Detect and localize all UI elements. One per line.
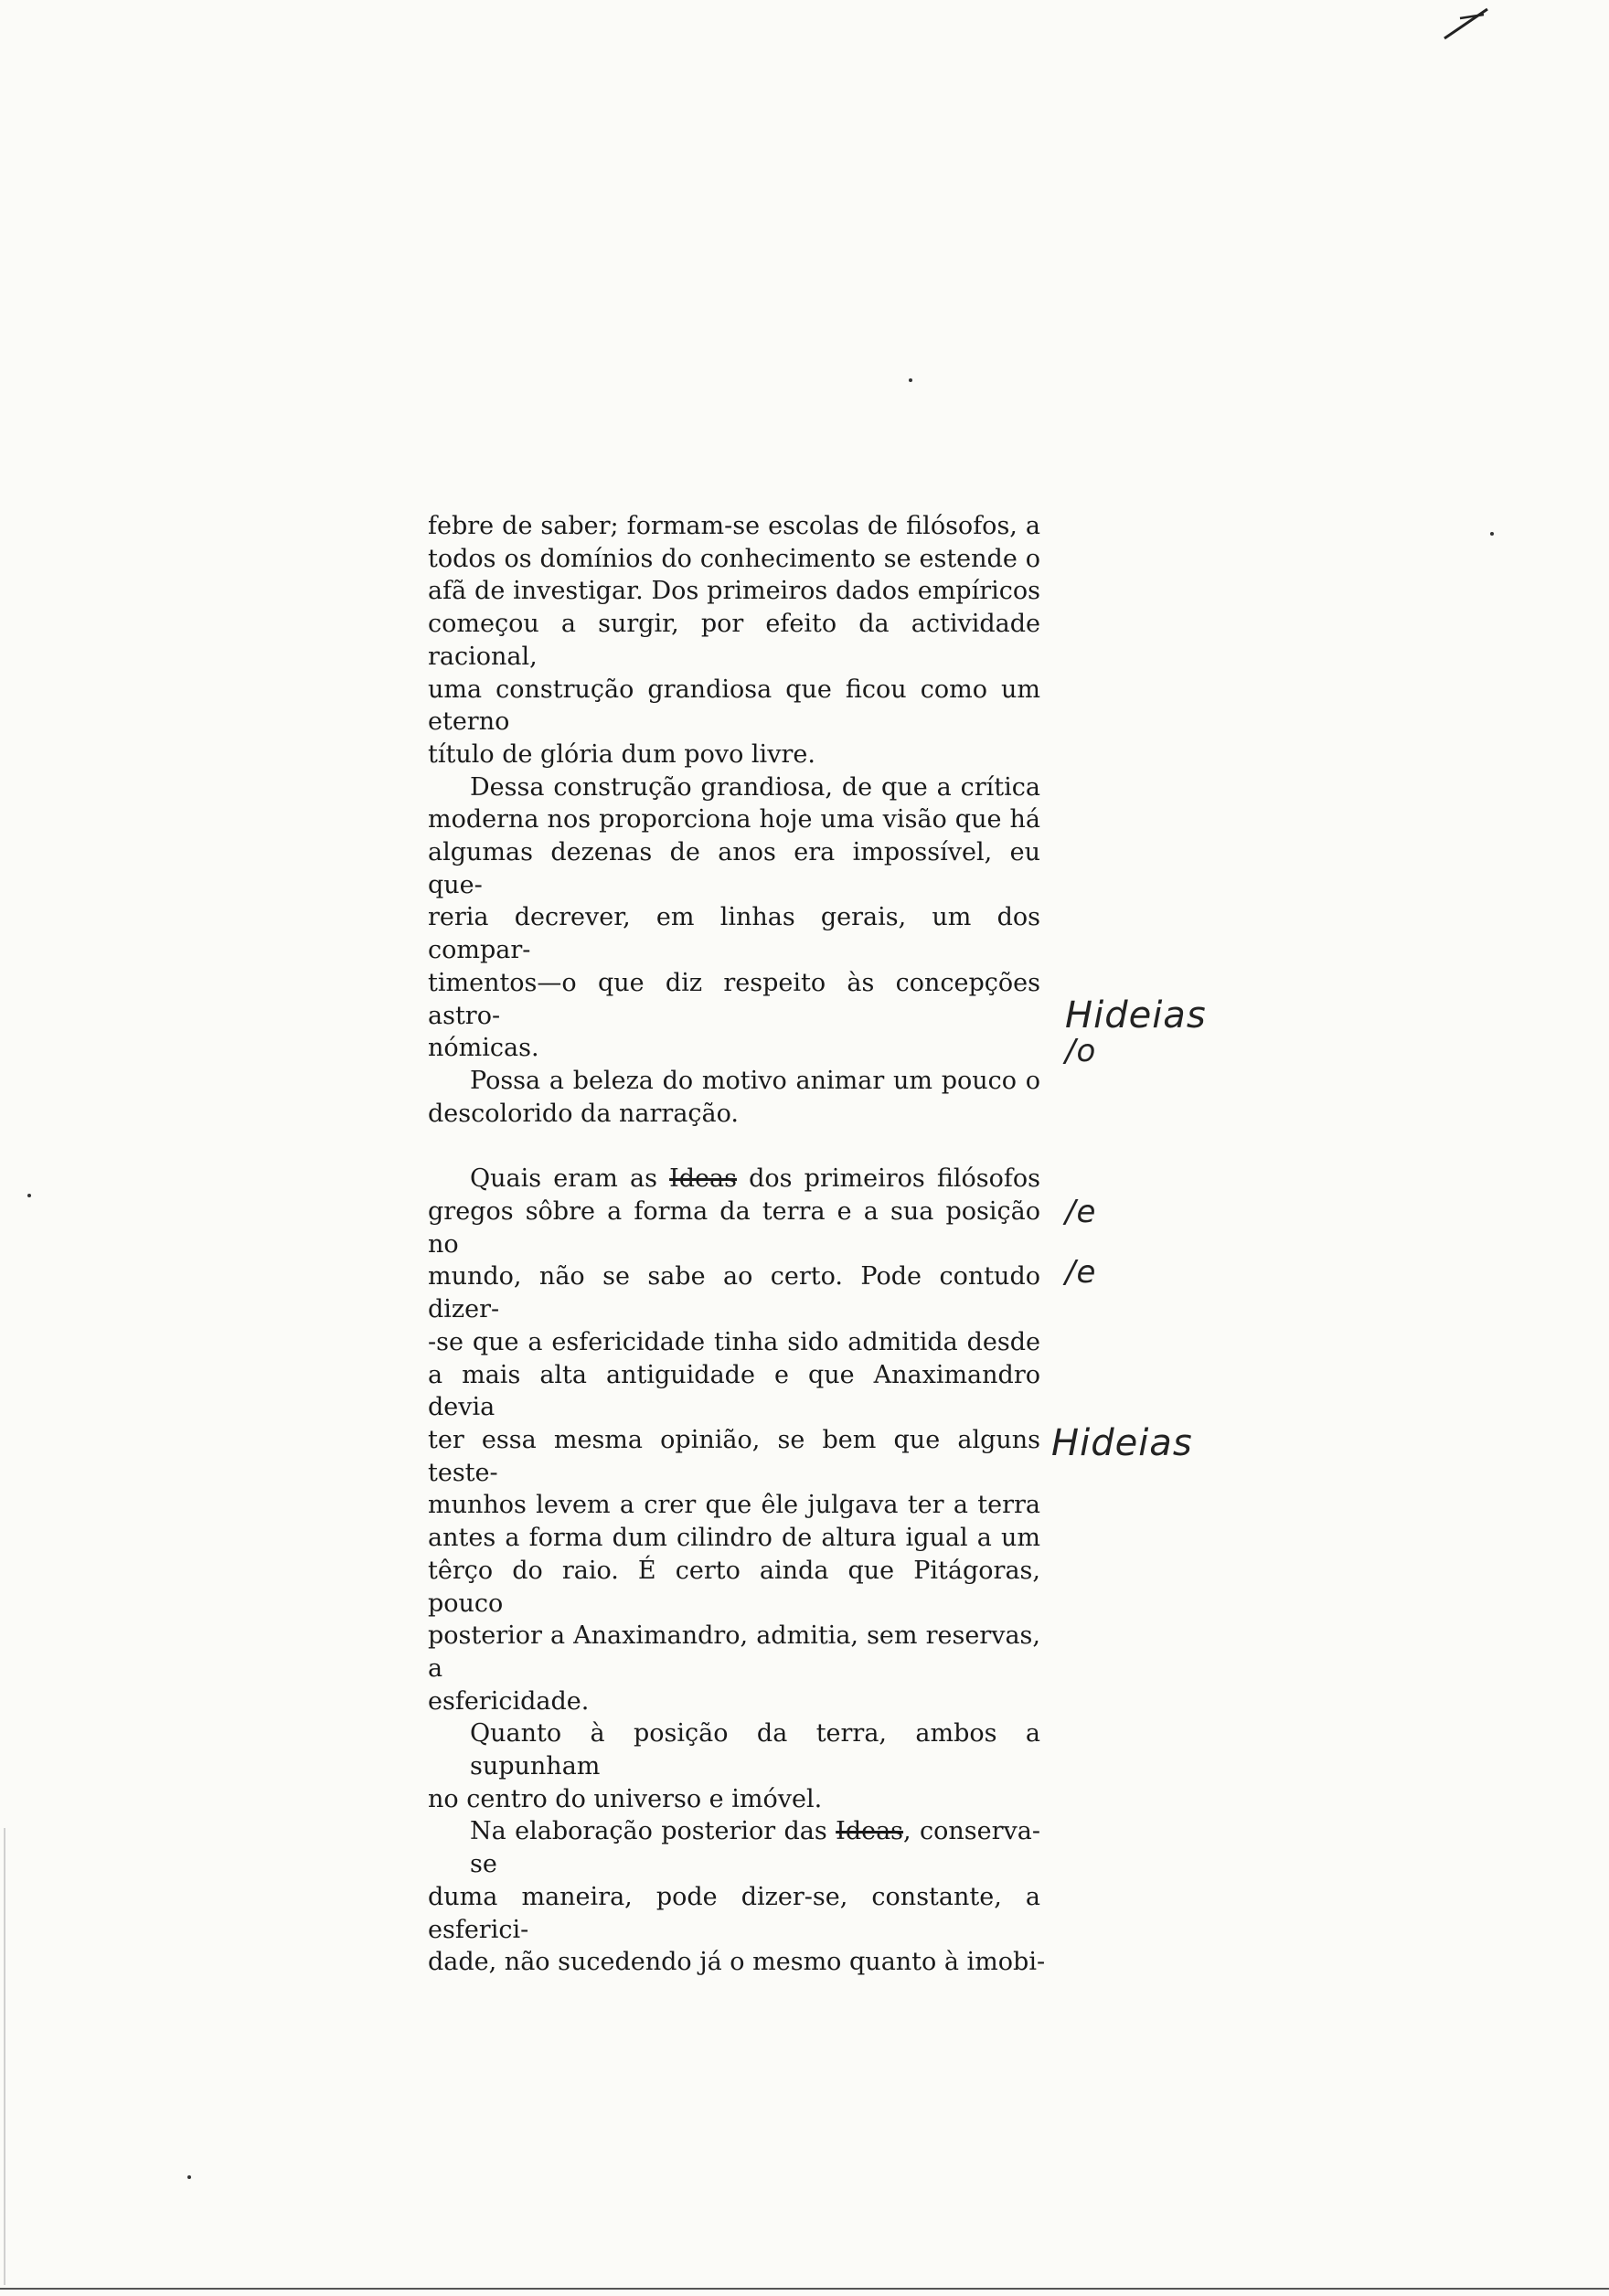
text-line xyxy=(428,1815,1040,1880)
text-line: duma maneira, pode dizer-se, constante, a esferici- xyxy=(428,1882,1040,1944)
struck-word: Ideas xyxy=(836,1817,904,1846)
text-fragment: dos primeiros filósofos xyxy=(736,1164,1040,1194)
text-line: Quanto à posição da terra, ambos a supunham xyxy=(470,1719,1040,1781)
text-line: nómicas. xyxy=(428,1034,539,1063)
scan-bottom-edge xyxy=(0,2288,1609,2290)
scan-edge xyxy=(4,1828,5,2285)
paragraph xyxy=(428,1163,1040,1717)
text-line: Possa a beleza do motivo animar um pouco o xyxy=(470,1066,1040,1095)
body-text xyxy=(428,510,1046,1979)
text-line: têrço do raio. É certo ainda que Pitágoras, pouco xyxy=(428,1556,1040,1618)
text-line: uma construção grandiosa que ficou como um eterno xyxy=(428,675,1040,737)
text-line: título de glória dum povo livre. xyxy=(428,739,815,769)
text-line: timentos—o que diz respeito às concepções astro- xyxy=(428,968,1040,1030)
margin-note-hideias: Hideias xyxy=(1051,1422,1193,1464)
text-line: antes a forma dum cilindro de altura igual a um xyxy=(428,1524,1040,1553)
text-line: -se que a esfericidade tinha sido admitida desde xyxy=(428,1327,1040,1356)
paragraph xyxy=(428,1815,1046,1979)
margin-note-hideias: Hideias xyxy=(1065,994,1207,1036)
text-line: ter essa mesma opinião, se bem que alguns teste- xyxy=(428,1425,1040,1487)
page-speck xyxy=(27,1194,31,1197)
page-speck xyxy=(909,378,912,382)
text-line: esfericidade. xyxy=(428,1686,590,1716)
paragraph xyxy=(428,510,1040,771)
page-speck xyxy=(1490,532,1494,536)
margin-note-e: /e xyxy=(1065,1254,1097,1291)
text-line: febre de saber; formam-se escolas de filósofos, a xyxy=(428,512,1040,540)
paragraph xyxy=(428,1717,1040,1815)
text-line: a mais alta antiguidade e que Anaximandro devia xyxy=(428,1360,1040,1422)
pen-mark-icon xyxy=(1440,4,1495,40)
text-fragment: Na elaboração posterior das xyxy=(470,1817,836,1846)
text-line: começou a surgir, por efeito da actividade racional, xyxy=(428,610,1040,671)
section-break xyxy=(428,1130,1040,1163)
text-line: todos os domínios do conhecimento se estende o xyxy=(428,544,1040,573)
page-speck xyxy=(187,2175,191,2179)
text-line: descolorido da narração. xyxy=(428,1099,739,1128)
text-line: no centro do universo e imóvel. xyxy=(428,1784,823,1813)
text-line: algumas dezenas de anos era impossível, eu que- xyxy=(428,838,1040,899)
text-fragment: Quais eram as xyxy=(470,1164,670,1194)
text-line: gregos sôbre a forma da terra e a sua posição no xyxy=(428,1197,1040,1259)
text-line: Dessa construção grandiosa, de que a crítica xyxy=(470,772,1040,802)
paragraph xyxy=(428,1065,1040,1130)
text-line: posterior a Anaximandro, admitia, sem reservas, a xyxy=(428,1621,1040,1683)
struck-word: Ideas xyxy=(669,1164,737,1194)
text-line: dade, não sucedendo já o mesmo quanto à imobi- xyxy=(428,1948,1046,1977)
margin-note-e: /e xyxy=(1065,1194,1097,1230)
text-line: moderna nos proporciona hoje uma visão que há xyxy=(428,805,1040,834)
text-line: mundo, não se sabe ao certo. Pode contudo dizer- xyxy=(428,1262,1040,1324)
text-line: afã de investigar. Dos primeiros dados empíricos xyxy=(428,577,1040,606)
text-fragment: , conserva-se xyxy=(470,1817,1040,1879)
text-line: reria decrever, em linhas gerais, um dos compar- xyxy=(428,903,1040,965)
text-line xyxy=(428,1163,1040,1196)
paragraph xyxy=(428,771,1040,1065)
margin-note-o: /o xyxy=(1065,1033,1097,1069)
text-line: munhos levem a crer que êle julgava ter a terra xyxy=(428,1491,1040,1520)
